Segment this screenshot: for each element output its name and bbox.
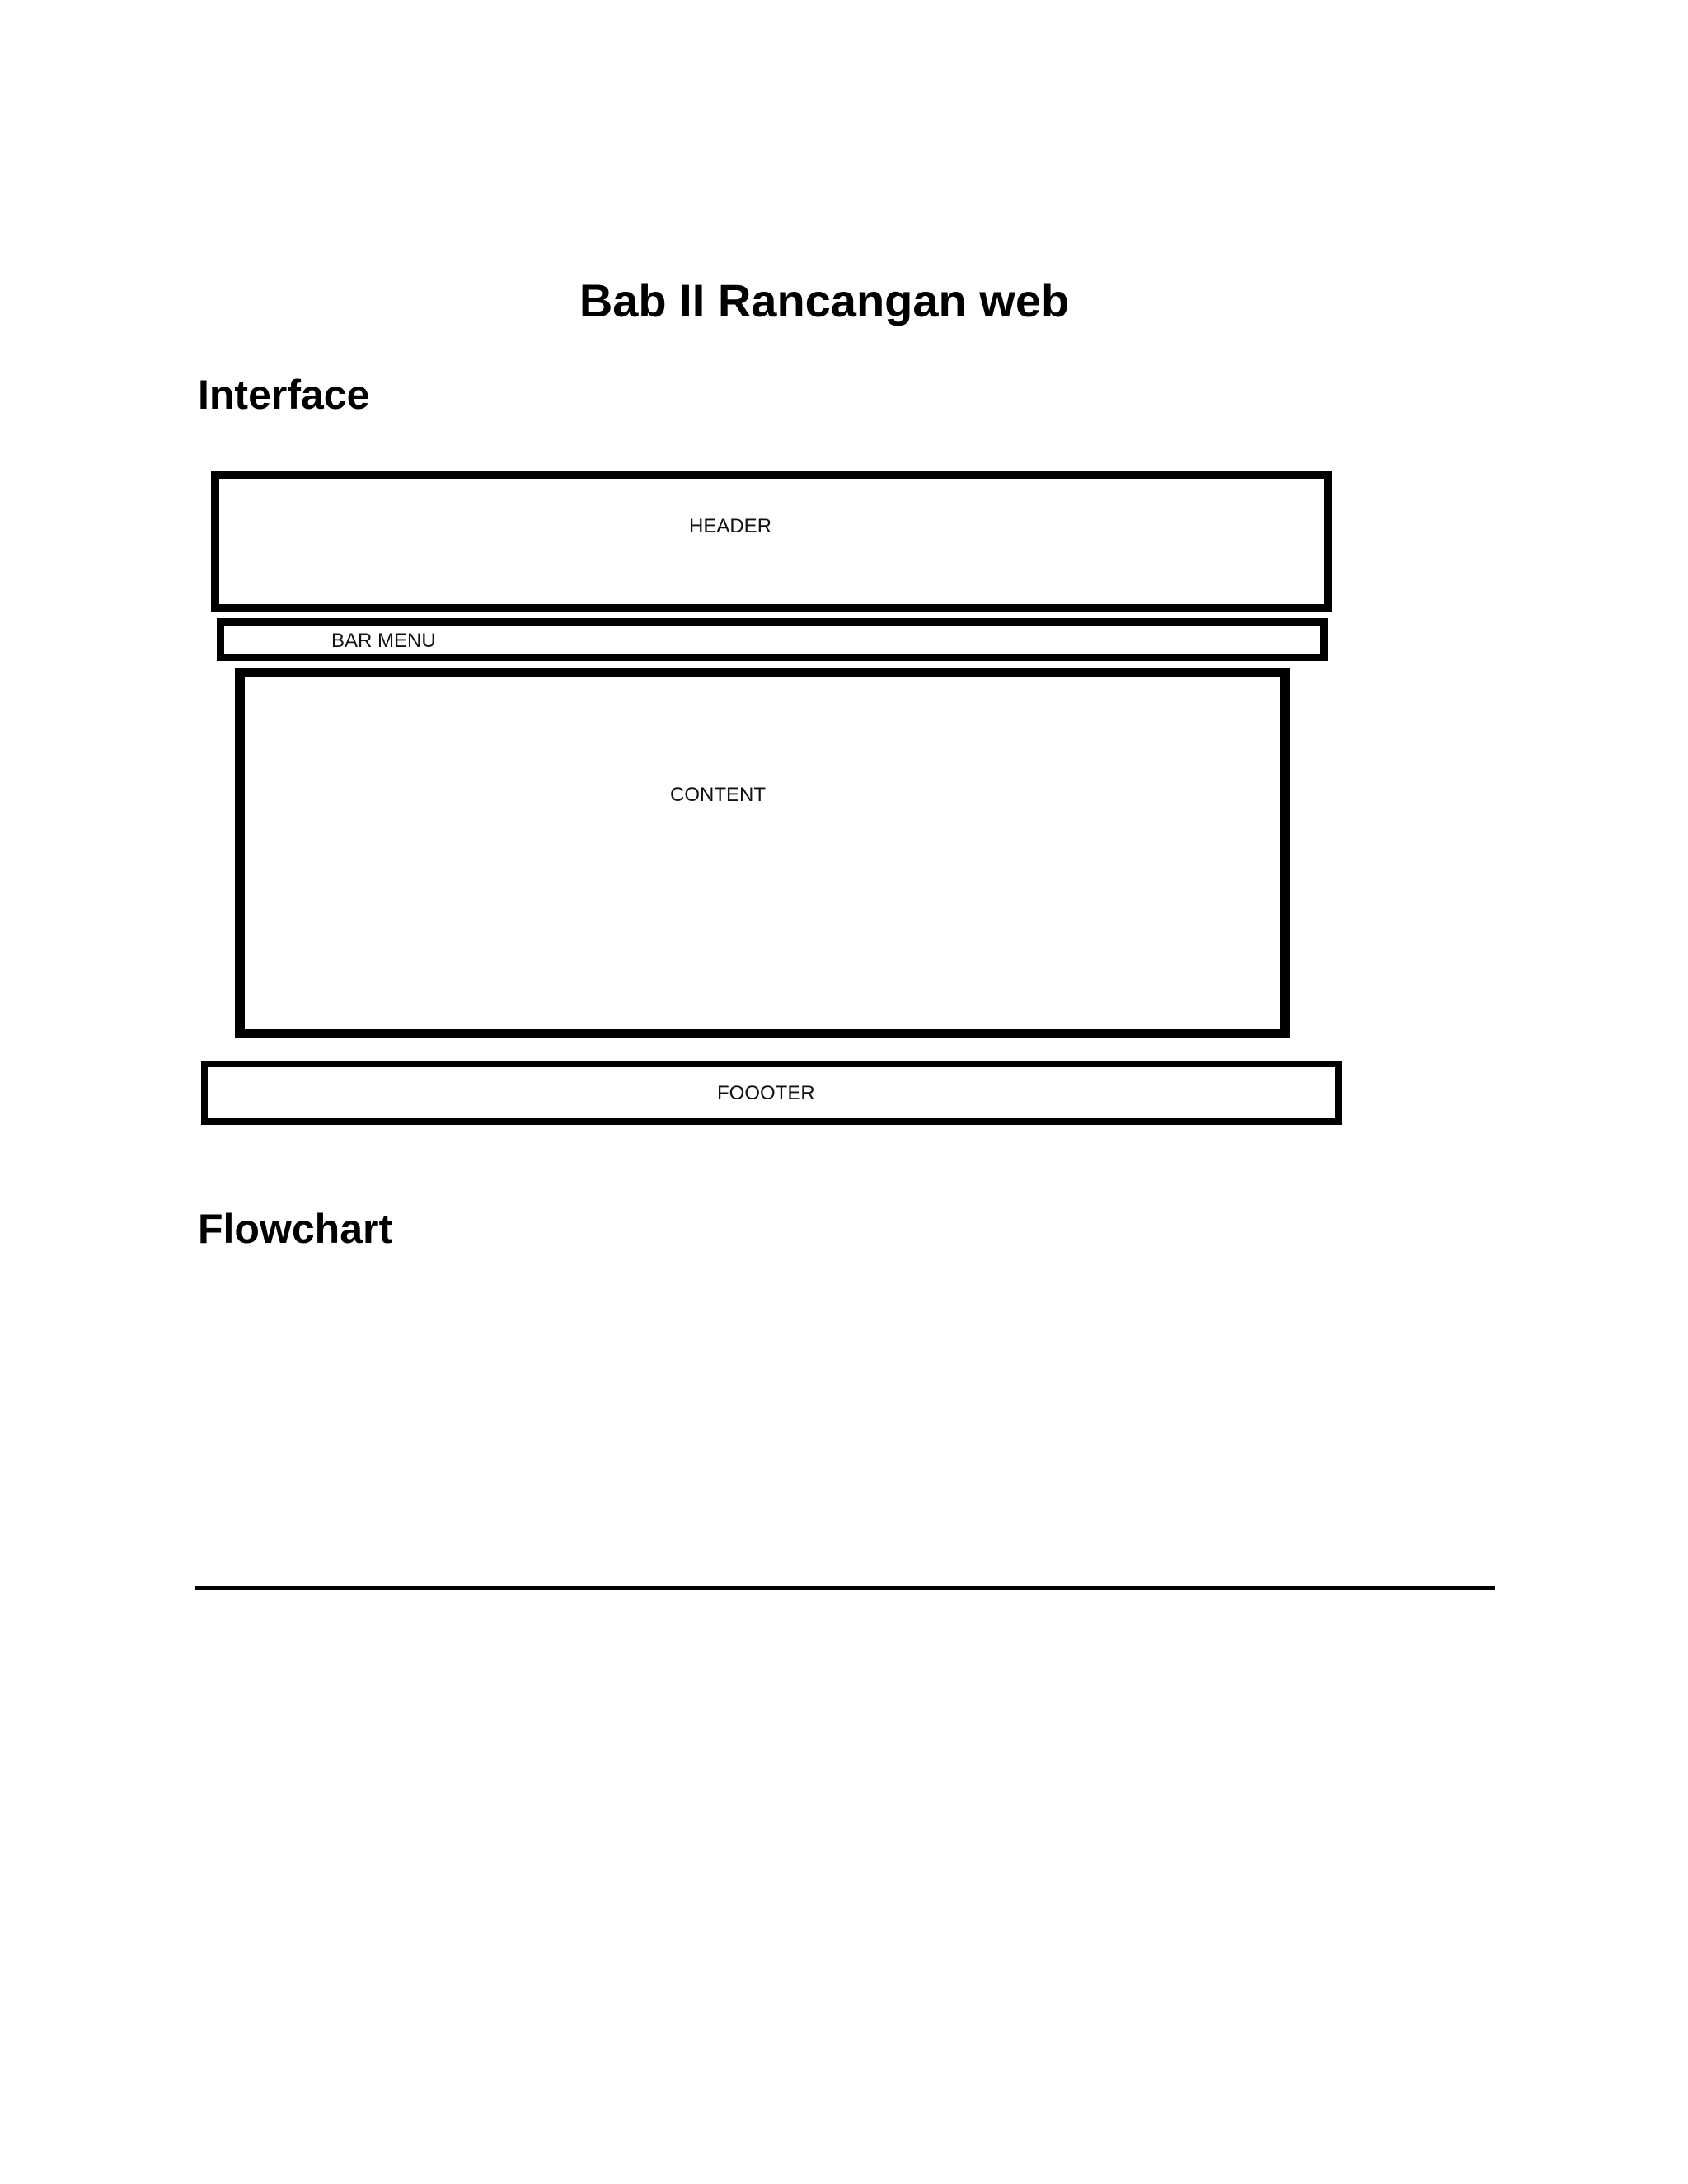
section-heading-flowchart: Flowchart <box>198 1206 393 1252</box>
wireframe-content-label: CONTENT <box>670 784 766 806</box>
wireframe-bar-menu-box <box>217 618 1328 661</box>
wireframe-content-box <box>235 668 1290 1038</box>
wireframe-footer-box <box>201 1061 1342 1125</box>
wireframe-footer-label: FOOOTER <box>717 1082 815 1104</box>
wireframe-header-box <box>211 471 1332 612</box>
section-heading-interface: Interface <box>198 372 370 418</box>
wireframe-bar-menu-label: BAR MENU <box>331 630 436 652</box>
document-title: Bab II Rancangan web <box>579 274 1070 326</box>
horizontal-divider <box>195 1586 1495 1590</box>
wireframe-header-label: HEADER <box>689 515 772 537</box>
